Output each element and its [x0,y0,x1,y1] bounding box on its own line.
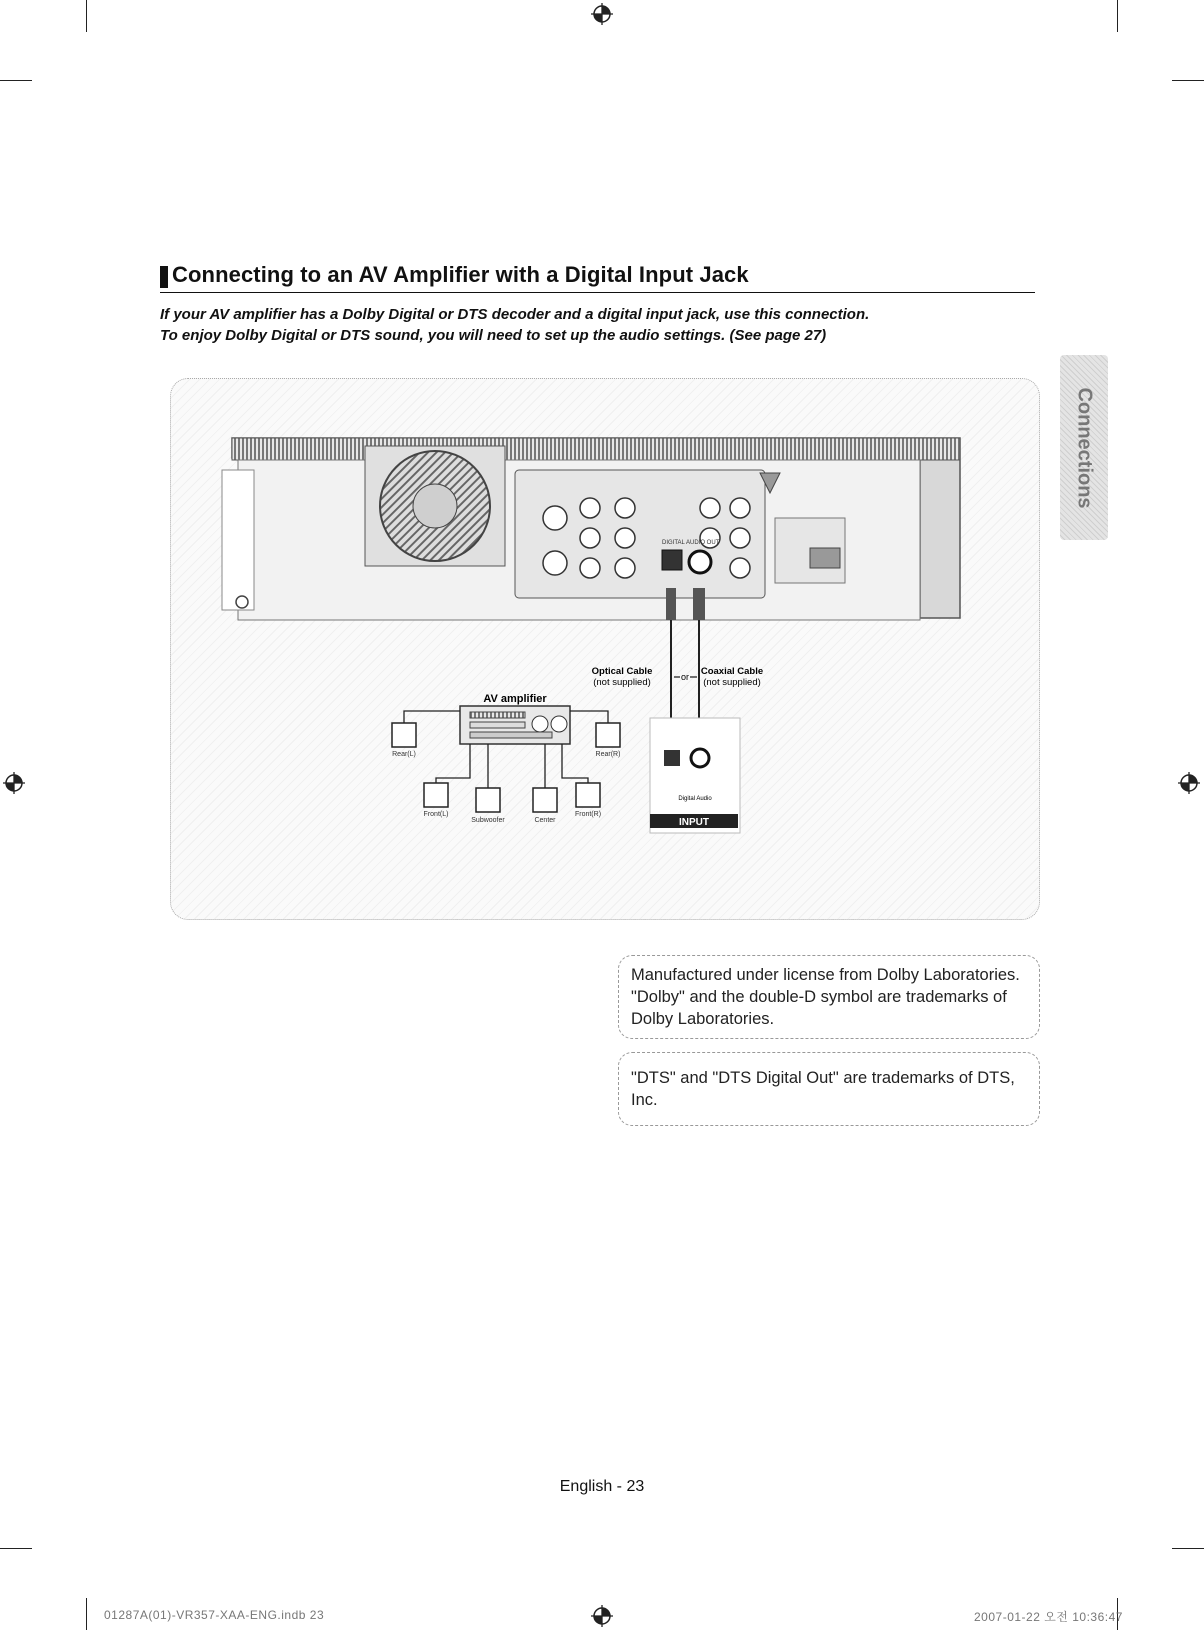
page-title: Connecting to an AV Amplifier with a Digital Input Jack [172,262,749,287]
dts-trademark-note [618,1052,1040,1126]
page-number: English - 23 [559,1478,645,1495]
coaxial-cable-note: (not supplied) [703,677,761,688]
note-line: "DTS" and "DTS Digital Out" are trademarks of DTS, Inc. [631,1069,1015,1109]
amplifier-input-panel [650,718,740,833]
digital-out-label: DIGITAL AUDIO OUT [662,540,720,546]
print-slug-date: 2007-01-22 오전 10:36:47 [974,1610,1123,1624]
speaker-subwoofer [476,788,500,812]
speaker-front-left [424,783,448,807]
or-label: or [680,672,690,682]
intro-line-2: To enjoy Dolby Digital or DTS sound, you will need to set up the audio settings. (See page 27) [160,327,827,344]
center-label: Center [534,817,556,824]
digital-audio-label: Digital Audio [678,796,712,802]
note-line: "Dolby" and the double-D symbol are trademarks of [631,988,1007,1006]
note-line: Manufactured under license from Dolby Laboratories. [631,966,1020,984]
heading-bar [160,266,168,288]
dolby-trademark-note [618,955,1040,1039]
subwoofer-label: Subwoofer [471,817,505,824]
front-right-label: Front(R) [574,811,602,818]
speaker-center [533,788,557,812]
crop-mark [1172,1548,1204,1549]
crop-mark [1172,80,1204,81]
intro-line-1: If your AV amplifier has a Dolby Digital or DTS decoder and a digital input jack, use this connection. [160,306,870,323]
rear-left-label: Rear(L) [392,751,416,758]
dvd-recorder-rear-panel [222,438,960,620]
print-slug-file: 01287A(01)-VR357-XAA-ENG.indb 23 [104,1608,325,1622]
av-amplifier [460,693,570,744]
coaxial-cable-label: Coaxial Cable [700,666,764,677]
crop-mark [1117,0,1118,32]
registration-mark-icon [591,3,613,25]
optical-cable-label: Optical Cable [591,666,653,677]
registration-mark-icon [1178,772,1200,794]
speaker-front-right [576,783,600,807]
section-tab-label: Connections [1073,386,1096,509]
front-left-label: Front(L) [423,811,449,818]
optical-cable-note: (not supplied) [593,677,651,688]
connection-diagram-art [170,378,1038,918]
registration-mark-icon [3,772,25,794]
crop-mark [0,80,32,81]
speaker-rear-right [596,723,620,747]
speaker-rear-left [392,723,416,747]
note-line: Dolby Laboratories. [631,1010,775,1028]
rear-right-label: Rear(R) [595,751,621,758]
crop-mark [0,1548,32,1549]
av-amplifier-label: AV amplifier [483,693,547,705]
crop-mark [86,1598,87,1630]
crop-mark [86,0,87,32]
section-tab [1060,355,1108,540]
heading-rule [160,292,1035,293]
registration-mark-icon [591,1605,613,1627]
input-label: INPUT [679,817,709,828]
